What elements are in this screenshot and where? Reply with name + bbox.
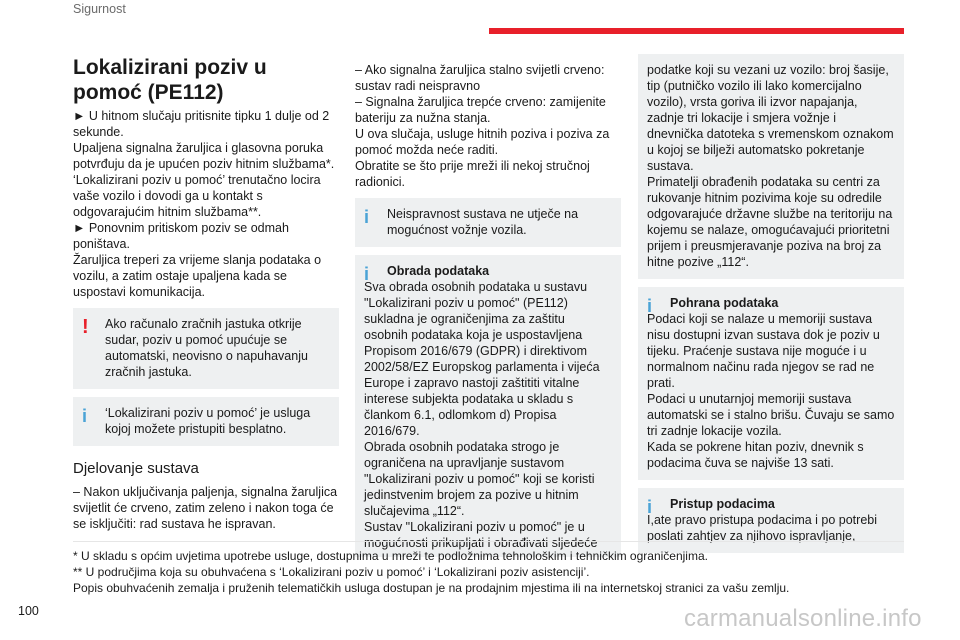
warning-text: Ako računalo zračnih jastuka otkrije sudar, poziv u pomoć upućuje se automatski, neovisno o napuhavanju zračnih jastuka. xyxy=(105,317,308,379)
footnotes xyxy=(73,541,904,596)
info-box-data-processing xyxy=(355,255,621,557)
info-icon: i xyxy=(647,497,653,517)
status-text: – Ako signalna žaruljica stalno svijetli crveno: sustav radi neispravno – Signalna žaruljica trepće crveno: zamijenite bateriju za nužna stanja. U ova slučaja, usluge hitnih poziva i poziva za pomoć možda neće raditi. Obratite se što prije mreži ili nekoj stručnoj radionici. xyxy=(355,63,610,189)
footnote-3: Popis obuhvaćenih zemalja i pruženih telematičkih usluga dostupan je na prodajnim mjestima ili na internetskoj stranici za vašu zemlju. xyxy=(73,581,790,595)
watermark: carmanualsonline.info xyxy=(684,605,922,632)
footnote-2: ** U područjima koja su obuhvaćena s ‘Lokalizirani poziv u pomoć’ i ‘Lokalizirani poziv asistenciji’. xyxy=(73,565,590,579)
info-icon: i xyxy=(82,406,88,426)
info-box-driving xyxy=(355,198,621,247)
storage-title: Pohrana podataka xyxy=(670,296,779,310)
info-icon: i xyxy=(647,296,653,316)
exclamation-icon: ! xyxy=(82,316,89,338)
info-box-free-service xyxy=(73,397,339,446)
data-processing-title: Obrada podataka xyxy=(387,264,490,278)
access-title: Pristup podacima xyxy=(670,497,775,511)
section-accent-bar xyxy=(489,28,904,34)
info-icon: i xyxy=(364,264,370,284)
intro-text: ► U hitnom slučaju pritisnite tipku 1 dulje od 2 sekunde. Upaljena signalna žaruljica i glasovna poruka potvrđuju da je upućen poziv hitnim službama*. ‘Lokalizirani poziv u pomoć’ trenutačno locira vaše vozilo i dovodi ga u kontakt s odgovarajućim hitnim službama**. ► Ponovnim pritiskom poziv se odmah poništava. Žaruljica treperi za vrijeme slanja podataka o vozilu, a zatim ostaje upaljena kada se uspostavi komunikacija. xyxy=(73,109,335,299)
column-3 xyxy=(638,54,904,561)
warning-box xyxy=(73,308,339,389)
info-box-storage xyxy=(638,287,904,480)
data-processing-text: Sva obrada osobnih podataka u sustavu "Lokalizirani poziv u pomoć" (PE112) sukladna je ograničenjima za zaštitu osobnih podataka koja je uspostavljena Propisom 2016/679 (GDPR) i direktivom 2002/58/EZ Europskog parlamenta i vijeća Europe i zapravo nastoji zaštititi vitalne interese subjekta podataka u skladu s člankom 6.1, odlomkom d) Propisa 2016/679. Obrada osobnih podataka strogo je ograničena na upravljanje sustavom "Lokalizirani poziv u pomoć" koji se koristi jedinstvenim brojem za pozive u hitnim slučajevima „112“. Sustav "Lokalizirani poziv u pomoć" je u mogućnosti prikupljati i obrađivati sljedeće xyxy=(364,280,600,550)
info-icon: i xyxy=(364,207,370,227)
column-2 xyxy=(355,62,621,565)
storage-text: Podaci koji se nalaze u memoriji sustava nisu dostupni izvan sustava dok je poziv u tijeku. Praćenje sustava nije moguće i u normalnom načinu rada njegov se rad ne prati. Podaci u unutarnjoj memoriji sustava automatski se i stalno brišu. Čuvaju se samo tri zadnje lokacije vozila. Kada se pokrene hitan poziv, dnevnik s podacima čuva se najviše 13 sati. xyxy=(647,312,895,470)
subsection-title: Djelovanje sustava xyxy=(73,460,199,477)
page-title: Lokalizirani poziv u pomoć (PE112) xyxy=(73,56,267,104)
data-processing-continued: podatke koji su vezani uz vozilo: broj šasije, tip (putničko vozilo ili lako komercijalno vozilo), vrsta goriva ili izvor napajanja, zadnje tri lokacije i smjera vožnje i dnevnička datoteka s vremenskom oznakom u kojoj se bilježi automatsko pokretanje sustava. Primatelji obrađenih podataka su centri za rukovanje hitnim pozivima koje su odredile odgovarajuće državne službe na teritoriju na kojemu se nalaze, omogućavajući prioritetni prijem i preusmjeravanje poziva na broj za hitne pozive „112“. xyxy=(638,54,904,279)
page-number: 100 xyxy=(18,604,39,618)
footnote-1: * U skladu s općim uvjetima upotrebe usluge, dostupnima u mreži te podložnima tehnološkim i tehničkim ograničenjima. xyxy=(73,549,708,563)
info-text: Neispravnost sustava ne utječe na mogućnost vožnje vozila. xyxy=(387,207,579,237)
operation-text: – Nakon uključivanja paljenja, signalna žaruljica svijetlit će crveno, zatim zeleno i nakon toga će se isključiti: rad sustava he ispravan. xyxy=(73,485,338,531)
access-text: I,ate pravo pristupa podacima i po potrebi poslati zahtjev za njihovo ispravljanje, xyxy=(647,513,877,543)
column-1 xyxy=(73,55,339,532)
section-header: Sigurnost xyxy=(73,2,126,16)
info-text: ‘Lokalizirani poziv u pomoć’ je usluga kojoj možete pristupiti besplatno. xyxy=(105,406,311,436)
